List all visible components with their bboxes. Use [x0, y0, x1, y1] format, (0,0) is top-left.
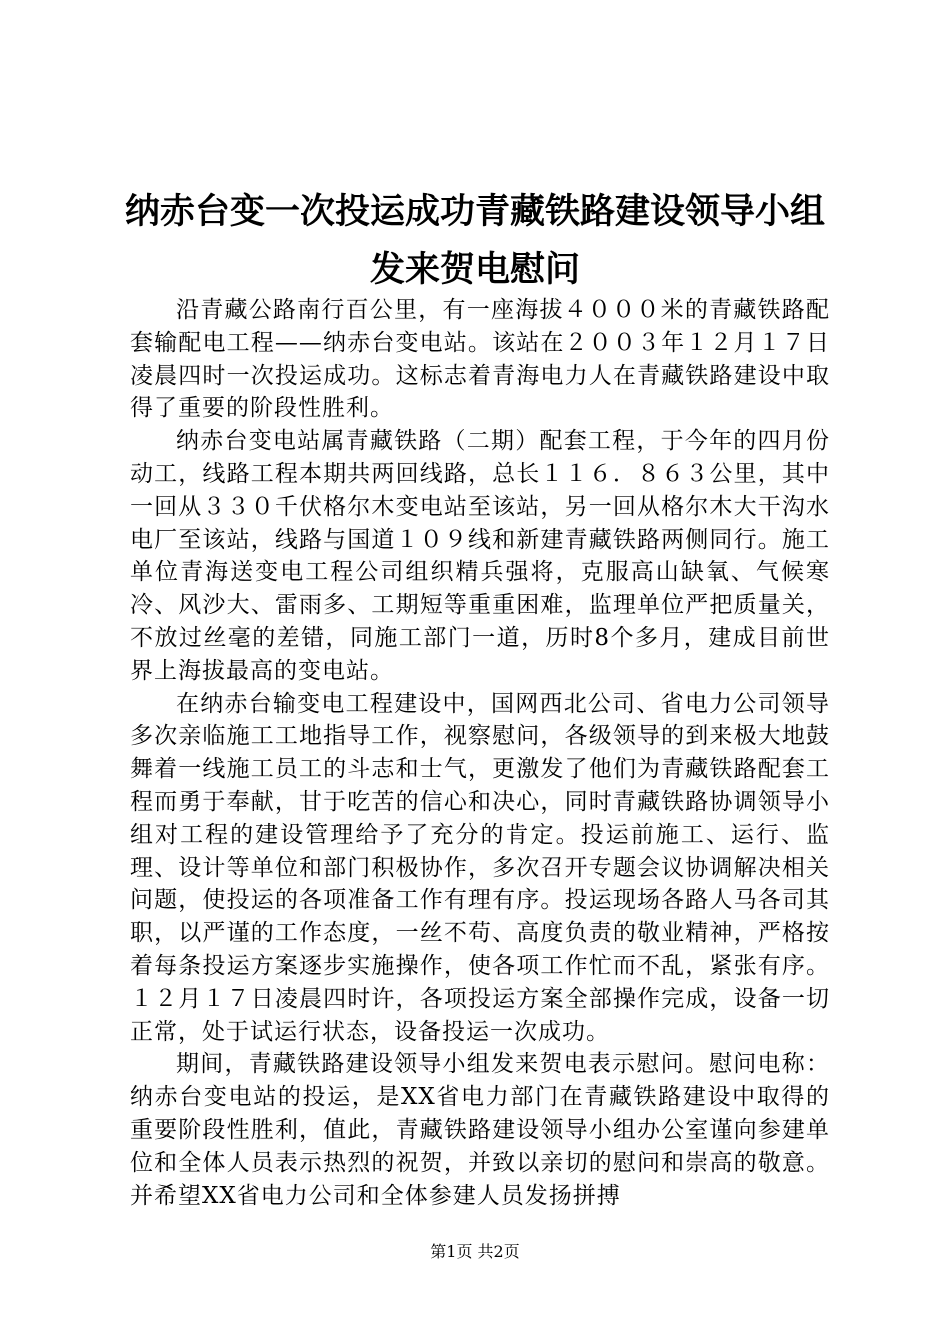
document-title-line-1: 纳赤台变一次投运成功青藏铁路建设领导小组 [124, 191, 825, 232]
page-number-footer: 第1页 共2页 [430, 1242, 520, 1261]
paragraph-3: 在纳赤台输变电工程建设中，国网西北公司、省电力公司领导多次亲临施工工地指导工作，视察慰问，各级领导的到来极大地鼓舞着一线施工员工的斗志和士气，更激发了他们为青藏铁路配套工程而勇于奉献，甘于吃苦的信心和决心，同时青藏铁路协调领导小组对工程的建设管理给予了充分的肯定。投运前施工、运行、监理、设计等单位和部门积极协作，多次召开专题会议协调解决相关问题，使投运的各项准备工作有理有序。投运现场各路人马各司其职，以严谨的工作态度，一丝不苟、高度负责的敬业精神，严格按着每条投运方案逐步实施操作，使各项工作忙而不乱，紧张有序。１２月１７日凌晨四时许，各项投运方案全部操作完成，设备一切正常，处于试运行状态，设备投运一次成功。 [130, 690, 830, 1045]
paragraph-1: 沿青藏公路南行百公里，有一座海拔４０００米的青藏铁路配套输配电工程——纳赤台变电站。该站在２００３年１２月１７日凌晨四时一次投运成功。这标志着青海电力人在青藏铁路建设中取得了重要的阶段性胜利。 [130, 297, 830, 422]
document-body [130, 294, 830, 1212]
paragraph-2: 纳赤台变电站属青藏铁路（二期）配套工程，于今年的四月份动工，线路工程本期共两回线路，总长１１６．８６３公里，其中一回从３３０千伏格尔木变电站至该站，另一回从格尔木大干沟水电厂至该站，线路与国道１０９线和新建青藏铁路两侧同行。施工单位青海送变电工程公司组织精兵强将，克服高山缺氧、气候寒冷、风沙大、雷雨多、工期短等重重困难，监理单位严把质量关，不放过丝毫的差错，同施工部门一道，历时8个多月，建成目前世界上海拔最高的变电站。 [130, 428, 830, 684]
paragraph-4: 期间，青藏铁路建设领导小组发来贺电表示慰问。慰问电称：纳赤台变电站的投运，是XX省电力部门在青藏铁路建设中取得的重要阶段性胜利，值此，青藏铁路建设领导小组办公室谨向参建单位和全体人员表示热烈的祝贺，并致以亲切的慰问和崇高的敬意。并希望XX省电力公司和全体参建人员发扬拼搏 [130, 1051, 830, 1209]
document-title-line-2: 发来贺电慰问 [369, 249, 580, 290]
